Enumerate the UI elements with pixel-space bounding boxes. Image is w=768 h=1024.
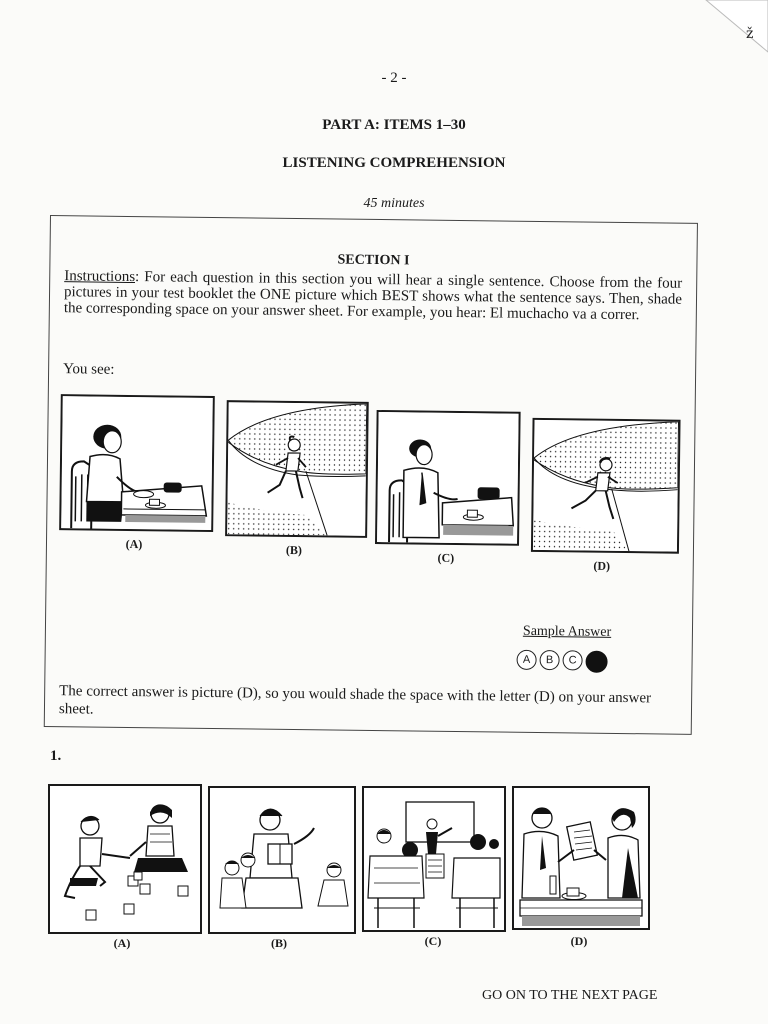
- question-label-b: (B): [271, 936, 287, 950]
- sample-answer-label: Sample Answer: [522, 623, 612, 640]
- bubble-d-filled: [585, 651, 607, 673]
- question-picture-d: [512, 786, 650, 930]
- question-picture-a: [48, 784, 202, 934]
- part-title: PART A: ITEMS 1–30: [322, 117, 466, 133]
- section-box: [44, 215, 698, 735]
- classroom-teacher-illustration: [364, 788, 504, 930]
- sample-answer-bubbles: [516, 650, 607, 673]
- example-picture-c: [375, 410, 521, 546]
- example-label-a: (A): [125, 536, 143, 552]
- section-subtitle: LISTENING COMPREHENSION: [282, 155, 506, 171]
- children-playing-blocks-illustration: [50, 786, 200, 932]
- girl-running-illustration: [227, 402, 367, 536]
- boy-running-illustration: [533, 420, 679, 552]
- question-picture-b: [208, 786, 356, 934]
- bubble-c: C: [562, 650, 582, 670]
- question-number: 1.: [50, 748, 62, 764]
- example-label-b: (B): [285, 542, 303, 558]
- example-picture-d: [531, 418, 681, 554]
- example-label-c: (C): [437, 550, 455, 565]
- example-label-d: (D): [593, 558, 611, 573]
- duration: 45 minutes: [363, 196, 425, 211]
- svg-text:ž: ž: [746, 26, 754, 42]
- correct-answer-explanation: The correct answer is picture (D), so you would shade the space with the letter (D) on your answer sheet.: [58, 683, 652, 718]
- go-on-next-page: GO ON TO THE NEXT PAGE: [482, 988, 658, 1003]
- question-label-a: (A): [113, 936, 131, 950]
- woman-eating-illustration: [61, 396, 213, 530]
- instructions-label: Instructions: [64, 268, 136, 286]
- woman-reading-to-children-illustration: [210, 788, 354, 932]
- instructions-text: : For each question in this section you will hear a single sentence. Choose from the four pictures in your test booklet the ONE picture which BEST shows what the sentence says. Then, shade the corresponding space on your answer sheet. For example, you hear: El muchacho va a correr.: [63, 269, 683, 324]
- section-title: SECTION I: [337, 252, 410, 269]
- man-eating-illustration: [377, 412, 519, 544]
- question-label-d: (D): [570, 934, 588, 948]
- bubble-b: B: [539, 650, 559, 670]
- page-number: - 2 -: [381, 70, 407, 86]
- man-woman-menu-illustration: [514, 788, 648, 928]
- question-picture-c: [362, 786, 506, 932]
- example-picture-a: [59, 394, 215, 532]
- you-see-label: You see:: [63, 361, 115, 378]
- page-corner-fold: [700, 0, 768, 60]
- instructions: [64, 268, 683, 324]
- question-label-c: (C): [424, 934, 442, 948]
- bubble-a: A: [516, 650, 536, 670]
- example-picture-b: [225, 400, 369, 538]
